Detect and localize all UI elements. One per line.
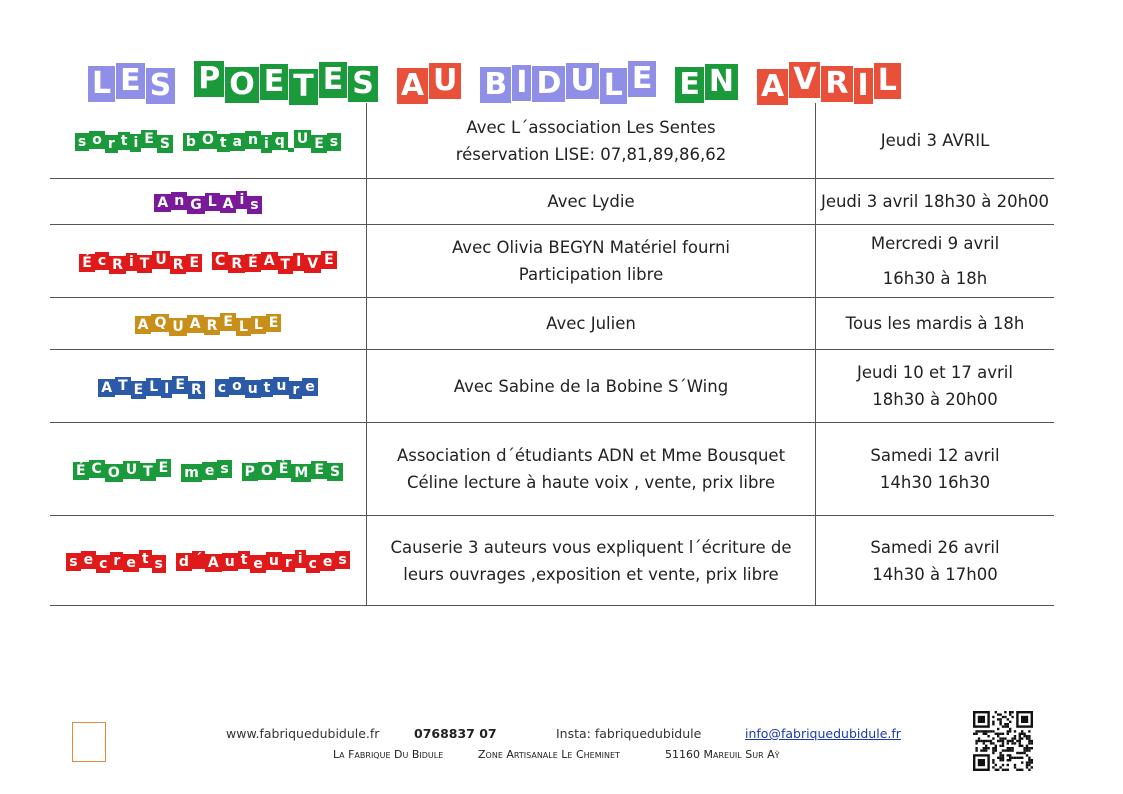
description-line: Avec Julien (546, 314, 636, 333)
activity-letter: U (294, 130, 311, 148)
activity-letter: ´ (192, 551, 205, 569)
activity-letter: U (169, 318, 186, 336)
schedule-row (50, 350, 1054, 423)
activity-letter: m (181, 464, 202, 482)
schedule-row (50, 225, 1054, 298)
activity-letter: c (95, 252, 109, 270)
title-letter: P (194, 61, 224, 97)
activity-word (212, 251, 337, 273)
qr-code-icon (973, 711, 1033, 771)
activity-letter (288, 148, 294, 152)
title-letter: U (429, 63, 461, 99)
activity-letter: t (238, 551, 251, 569)
activity-letter: E (172, 376, 188, 394)
description-line: Céline lecture à haute voix , vente, prix libre (407, 473, 775, 492)
title-letter: A (397, 68, 428, 104)
activity-letter: c (96, 555, 110, 573)
title-letter: B (480, 67, 511, 103)
title-letter: S (146, 68, 176, 104)
activity-letter: t (139, 550, 152, 568)
activity-word (242, 462, 343, 480)
activity-title (79, 251, 336, 273)
activity-word (181, 462, 231, 480)
date-cell (816, 298, 1055, 350)
date-line: Jeudi 10 et 17 avril (857, 363, 1013, 382)
activity-letter: e (81, 551, 97, 569)
activity-letter: E (220, 313, 236, 331)
title-letter: R (821, 66, 852, 102)
activity-letter: U (123, 461, 140, 479)
activity-letter: L (146, 378, 161, 396)
activity-letter: u (222, 553, 238, 571)
description-line: Avec Lydie (547, 192, 635, 211)
activity-letter: i (261, 135, 272, 153)
date-line: 16h30 à 18h (882, 269, 988, 288)
activity-letter: s (152, 555, 166, 573)
schedule-row (50, 423, 1054, 516)
activity-letter: G (187, 196, 205, 214)
description-cell (367, 350, 816, 423)
activity-letter: L (236, 318, 251, 336)
activity-letter: R (170, 256, 187, 274)
activity-letter: E (186, 254, 202, 272)
activity-letter: r (110, 552, 123, 570)
activity-letter: e (320, 553, 336, 571)
date-line: Samedi 12 avril (870, 446, 1000, 465)
activity-letter: A (205, 554, 222, 572)
date-cell (816, 350, 1055, 423)
title-letter: A (757, 69, 788, 105)
activity-letter: A (220, 195, 237, 213)
activity-letter: t (118, 132, 131, 150)
title-letter: T (289, 69, 317, 105)
activity-letter: É (245, 254, 261, 272)
activity-letter: o (229, 377, 245, 395)
description-line: Participation libre (518, 265, 664, 284)
activity-letter: C (89, 460, 105, 478)
title-letter: E (116, 63, 145, 99)
activity-letter: c (306, 555, 320, 573)
date-line: 14h30 16h30 (879, 473, 991, 492)
description-line: Association d´étudiants ADN et Mme Bousquet (396, 446, 786, 465)
description-line: leurs ouvrages ,exposition et vente, prix libre (403, 564, 779, 584)
activity-cell (50, 298, 367, 350)
date-cell (816, 225, 1055, 298)
activity-letter: V (304, 255, 321, 273)
title-word (757, 62, 902, 104)
activity-letter: u (273, 377, 289, 395)
description-cell (367, 225, 816, 298)
activity-letter: e (302, 378, 318, 396)
description-cell (367, 103, 816, 179)
activity-word (176, 553, 350, 571)
activity-letter: P (242, 463, 258, 481)
title-word (397, 63, 463, 103)
schedule-row (50, 103, 1054, 179)
activity-letter: s (75, 133, 89, 151)
footer-phone: 0768837 07 (414, 726, 497, 741)
description-cell (367, 516, 816, 606)
title-letter: L (874, 63, 901, 99)
activity-letter: e (123, 554, 139, 572)
description-line: Causerie 3 auteurs vous expliquent l´écriture de (390, 537, 792, 557)
activity-letter: C (212, 252, 228, 270)
activity-cell (50, 516, 367, 606)
activity-word (215, 379, 318, 397)
activity-letter: r (282, 554, 295, 572)
date-cell (816, 179, 1055, 225)
activity-letter: c (215, 379, 229, 397)
activity-letter: t (261, 379, 274, 397)
activity-letter: r (289, 381, 302, 399)
activity-letter: i (130, 134, 141, 152)
description-line: réservation LISE: 07,81,89,86,62 (455, 144, 727, 164)
schedule-table (50, 103, 1054, 606)
description-line: Avec L´association Les Sentes (466, 117, 716, 137)
activity-letter: b (183, 133, 199, 151)
activity-letter: R (188, 381, 205, 399)
activity-title (98, 376, 317, 398)
activity-letter: O (199, 131, 217, 149)
activity-letter: R (204, 317, 221, 335)
activity-word (75, 133, 173, 151)
activity-letter: E (266, 314, 282, 332)
activity-word (79, 251, 202, 273)
activity-letter: E (141, 130, 157, 148)
activity-letter: E (131, 381, 147, 399)
activity-title (73, 459, 343, 481)
footer-website[interactable]: www.fabriquedubidule.fr (226, 726, 380, 741)
activity-title (66, 553, 350, 571)
footer-name: La Fabrique Du Bidule (333, 748, 444, 761)
activity-letter: a (230, 133, 245, 151)
activity-cell (50, 179, 367, 225)
activity-letter: M (291, 464, 311, 482)
activity-title (75, 133, 341, 151)
schedule-row (50, 516, 1054, 606)
description-cell (367, 179, 816, 225)
title-letter: U (566, 63, 598, 99)
activity-letter: s (335, 551, 349, 569)
activity-letter: O (258, 462, 276, 480)
title-letter: O (225, 67, 259, 103)
activity-letter: R (109, 256, 126, 274)
description-cell (367, 423, 816, 516)
title-letter: E (319, 62, 348, 98)
title-letter: E (675, 67, 704, 103)
activity-letter: E (311, 135, 327, 153)
title-word (675, 66, 739, 102)
activity-letter: s (327, 133, 341, 151)
activity-letter: A (135, 316, 152, 334)
activity-letter: È (276, 460, 292, 478)
page-title (88, 50, 988, 102)
schedule-row (50, 179, 1054, 225)
activity-letter: d (176, 553, 192, 571)
description-line: Avec Olivia BEGYN Matériel fourni (451, 238, 730, 257)
date-cell (816, 103, 1055, 179)
activity-letter: E (156, 459, 172, 477)
activity-word (135, 316, 282, 334)
title-word (480, 61, 657, 103)
title-letter: S (348, 66, 378, 102)
activity-letter: e (202, 462, 218, 480)
activity-letter: A (187, 315, 204, 333)
title-letter: E (628, 61, 657, 97)
activity-letter: S (157, 135, 173, 153)
activity-cell (50, 423, 367, 516)
activity-letter: r (105, 135, 118, 153)
activity-letter: L (251, 316, 266, 334)
footer-insta: Insta: fabriquedubidule (556, 726, 702, 741)
activity-letter: T (140, 463, 156, 481)
logo-frame-icon (72, 722, 106, 762)
activity-letter: n (245, 131, 261, 149)
title-letter: N (705, 64, 738, 100)
activity-letter: I (293, 253, 304, 271)
activity-letter: É (79, 254, 95, 272)
activity-word (183, 133, 341, 151)
activity-letter: R (228, 255, 245, 273)
activity-letter: É (73, 462, 89, 480)
footer-city: 51160 Mareuil Sur Aÿ (665, 748, 780, 761)
activity-word (66, 553, 166, 571)
activity-letter: A (261, 252, 278, 270)
date-line: Mercredi 9 avril (870, 234, 1000, 253)
footer-zone: Zone Artisanale Le Cheminet (478, 748, 620, 761)
date-cell (816, 516, 1055, 606)
title-word (88, 63, 176, 103)
activity-letter: t (217, 134, 230, 152)
date-line: Jeudi 3 AVRIL (880, 131, 990, 150)
activity-letter: A (154, 194, 171, 212)
date-line: Tous les mardis à 18h (845, 314, 1025, 333)
activity-letter: u (245, 380, 261, 398)
activity-word (98, 376, 204, 398)
activity-letter: I (161, 380, 172, 398)
date-line: 18h30 à 20h00 (872, 390, 998, 409)
activity-letter: q (272, 132, 288, 150)
activity-letter: S (327, 463, 343, 481)
activity-letter: s (247, 196, 261, 214)
activity-letter: s (217, 460, 231, 478)
activity-title (154, 194, 261, 212)
activity-letter: E (311, 461, 327, 479)
activity-letter: T (278, 256, 294, 274)
activity-letter: n (171, 192, 187, 210)
footer-email-link[interactable]: info@fabriquedubidule.fr (745, 726, 901, 741)
title-letter: L (600, 68, 627, 104)
title-letter: I (512, 65, 531, 101)
title-letter: D (532, 66, 565, 102)
title-letter: E (260, 64, 289, 100)
activity-letter: o (89, 131, 105, 149)
activity-letter: i (126, 253, 137, 271)
activity-cell (50, 103, 367, 179)
title-word (194, 61, 379, 104)
activity-letter: E (321, 251, 337, 269)
date-line: 14h30 à 17h00 (872, 564, 998, 584)
activity-letter: A (98, 379, 115, 397)
activity-letter: T (137, 255, 153, 273)
activity-cell (50, 225, 367, 298)
activity-word (154, 194, 261, 212)
activity-word (73, 459, 171, 481)
activity-letter: e (250, 555, 266, 573)
description-line: Avec Sabine de la Bobine S´Wing (453, 376, 729, 396)
activity-letter: i (236, 191, 247, 209)
activity-cell (50, 350, 367, 423)
activity-title (135, 316, 282, 334)
activity-letter: s (66, 553, 80, 571)
activity-letter: i (295, 550, 306, 568)
schedule-row (50, 298, 1054, 350)
title-letter: I (854, 68, 873, 104)
date-line: Jeudi 3 avril 18h30 à 20h00 (820, 192, 1050, 211)
date-cell (816, 423, 1055, 516)
description-cell (367, 298, 816, 350)
activity-letter: L (205, 193, 220, 211)
activity-letter: O (105, 464, 123, 482)
activity-letter: u (266, 552, 282, 570)
title-letter: V (789, 62, 820, 98)
activity-letter: Q (151, 314, 169, 332)
title-letter: L (88, 66, 115, 102)
activity-letter: T (115, 377, 131, 395)
activity-letter: U (152, 251, 169, 269)
date-line: Samedi 26 avril (870, 537, 1000, 557)
